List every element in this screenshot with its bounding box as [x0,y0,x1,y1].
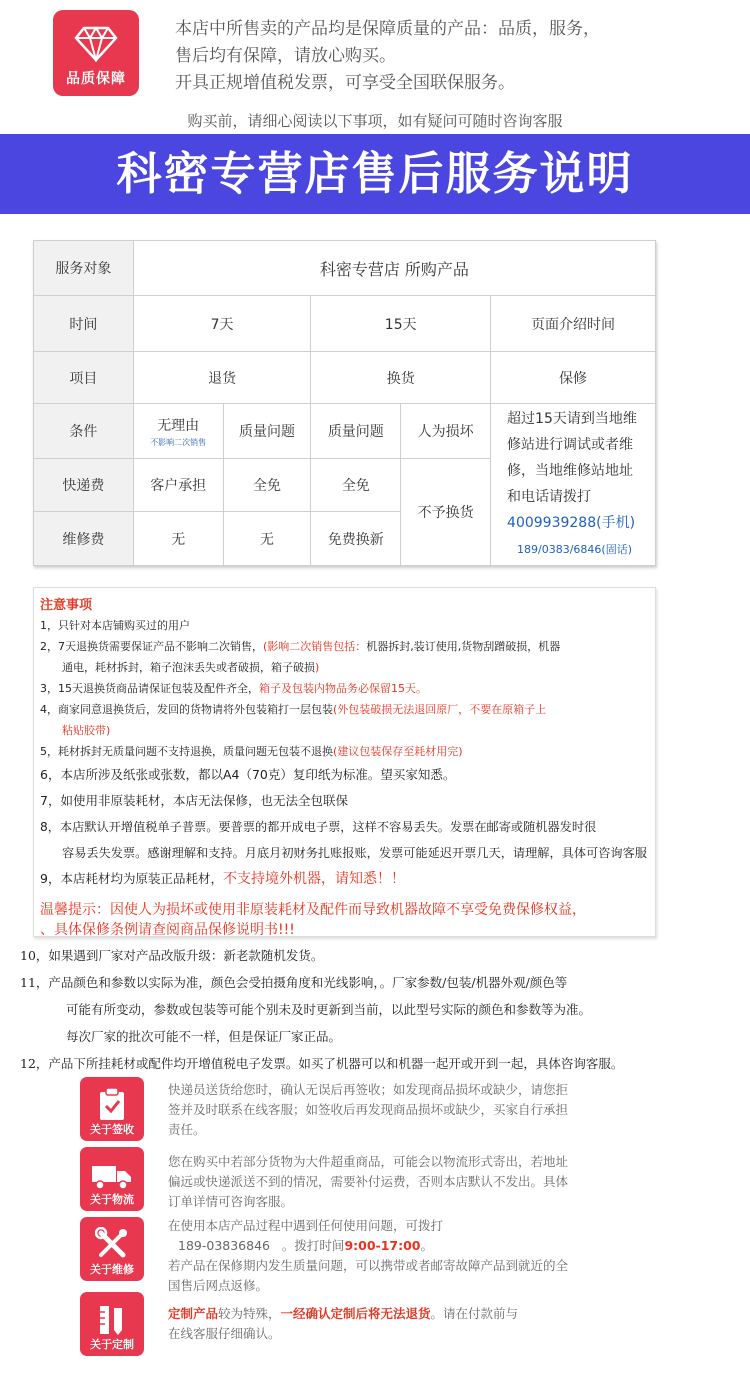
note-4-cont: 粘贴胶带) [62,724,111,737]
repair-phone-2: 189/0383/6846(固话) [517,543,633,556]
no-exchange: 不予换货 [401,459,491,566]
item-return: 退货 [133,352,311,404]
note-4: 4，商家同意退换货后，发回的货物请将外包装箱打一层包装(外包装破损无法退回原厂，不要在原箱子上 [40,703,547,716]
repair-fee-none: 无 [133,512,223,566]
cond-quality-2: 质量问题 [311,404,401,459]
note-1: 1，只针对本店铺购买过的用户 [40,619,190,632]
note-7: 7，如使用非原装耗材，本店无法保修，也无法全包联保 [40,793,348,808]
service-value: 科密专营店 所购产品 [133,241,655,296]
note-2-cont: 通电，耗材拆封，箱子泡沫丢失或者破损，箱子破损) [62,661,320,674]
time-7day: 7天 [133,296,311,352]
repair-text: 超过15天请到当地维修站进行调试或者维修，当地维修站地址和电话请拨打 [507,411,637,505]
repair-label: 关于维修 [90,1263,134,1276]
note-8-cont: 容易丢失发票。感谢理解和支持。月底月初财务扎账报账，发票可能延迟开票几天，请理解，具体可咨询客服 [62,846,647,860]
warm-tip: 温馨提示：因使人为损坏或使用非原装耗材及配件而导致机器故障不享受免费保修权益， 、具体保修条例请查阅商品保修说明书!!! [40,902,586,938]
cond-no-reason-label: 无理由 [157,417,200,434]
logistics-label: 关于物流 [90,1193,134,1206]
sign-label: 关于签收 [90,1123,134,1136]
notice-text: 购买前，请细心阅读以下事项，如有疑问可随时咨询客服 [187,112,563,130]
sign-badge [80,1077,144,1141]
repair-badge [80,1217,144,1281]
express-label: 快递费 [34,459,134,512]
note-5: 5，耗材拆封无质量问题不支持退换，质量问题无包装不退换(建议包装保存至耗材用完) [40,745,463,758]
note-11: 11，产品颜色和参数以实际为准，颜色会受拍摄角度和光线影响，。厂家参数/包装/机器外观/颜色等 [20,975,568,990]
diamond-icon [74,26,118,62]
intro-line: 本店中所售卖的产品均是保障质量的产品：品质，服务， [175,19,600,39]
note-11-cont: 可能有所变动，参数或包装等可能个别未及时更新到当前，以此型号实际的颜色和参数等为准。 [66,1002,592,1017]
intro-line: 售后均有保障，请放心购买。 [175,46,396,66]
repair-text: 在使用本店产品过程中遇到任何使用问题，可拨打 189-03836846 。拨打时间9:00-17:00。 若产品在保修期内发生质量问题，可以携带或者邮寄故障产品到就近的全国售后网点返修。 [168,1218,569,1293]
item-label: 项目 [34,352,134,404]
express-free: 全免 [223,459,311,512]
page-title-banner: 科密专营店售后服务说明 [0,134,750,214]
service-table [33,240,656,566]
quality-badge [53,10,139,96]
intro-text [175,16,735,97]
sign-text: 快递员送货给您时，确认无误后再签收；如发现商品损坏或缺少，请您拒签并及时联系在线客服；如签收后再发现商品损坏或缺少，买家自行承担责任。 [168,1082,569,1137]
cond-no-reason [133,404,223,459]
clipboard-check-icon [97,1087,127,1121]
intro-line: 开具正规增值税发票，可享受全国联保服务。 [175,73,515,93]
service-label: 服务对象 [34,241,134,296]
logistics-text: 您在购买中若部分货物为大件超重商品，可能会以物流形式寄出，若地址偏远或快递派送不到的情况，需要补付运费，否则本店默认不发出。具体订单详情可咨询客服。 [168,1154,569,1209]
item-exchange: 换货 [311,352,491,404]
time-page: 页面介绍时间 [491,296,656,352]
item-warranty: 保修 [491,352,656,404]
custom-label: 关于定制 [90,1338,134,1351]
express-free-2: 全免 [311,459,401,512]
repair-fee-free-replace: 免费换新 [311,512,401,566]
custom-badge [80,1292,144,1356]
notes-title: 注意事项 [40,598,93,613]
cond-note: 不影响二次销售 [150,437,207,447]
time-15day: 15天 [311,296,491,352]
tools-icon [95,1227,129,1261]
cond-quality: 质量问题 [223,404,311,459]
time-label: 时间 [34,296,134,352]
note-8: 8，本店默认开增值税单子普票。要普票的都开成电子票，这样不容易丢失。发票在邮寄或随机器发时很 [40,820,597,834]
repair-fee-none-2: 无 [223,512,311,566]
pen-ruler-icon [97,1302,127,1336]
note-2: 2，7天退换货需要保证产品不影响二次销售，(影响二次销售包括：机器拆封,装订使用,货物刮蹭破损，机器 [40,640,561,653]
note-3: 3，15天退换货商品请保证包装及配件齐全，箱子及包装内物品务必保留15天。 [40,682,427,695]
repair-fee-label: 维修费 [34,512,134,566]
note-10: 10，如果遇到厂家对产品改版升级：新老款随机发货。 [20,948,324,963]
note-11-cont-2: 每次厂家的批次可能不一样，但是保证厂家正品。 [66,1029,342,1044]
extra-notes [20,942,750,1077]
repair-info [491,404,656,566]
truck-icon [91,1163,133,1191]
express-customer: 客户承担 [133,459,223,512]
badge-label: 品质保障 [66,71,126,87]
note-12: 12，产品下所挂耗材或配件均开增值税电子发票。如买了机器可以和机器一起开或开到一起，具体咨询客服。 [20,1056,624,1071]
cond-human-damage: 人为损坏 [401,404,491,459]
notes-box [33,587,656,937]
logistics-badge [80,1147,144,1211]
note-6: 6，本店所涉及纸张或张数，都以A4（70克）复印纸为标准。望买家知悉。 [40,767,456,782]
custom-text: 定制产品较为特殊，一经确认定制后将无法退货。请在付款前与在线客服仔细确认。 [168,1306,519,1341]
repair-phone: 4009939288(手机) [507,515,636,531]
note-9: 9，本店耗材均为原装正品耗材，不支持境外机器，请知悉！！ [40,871,405,887]
cond-label: 条件 [34,404,134,459]
